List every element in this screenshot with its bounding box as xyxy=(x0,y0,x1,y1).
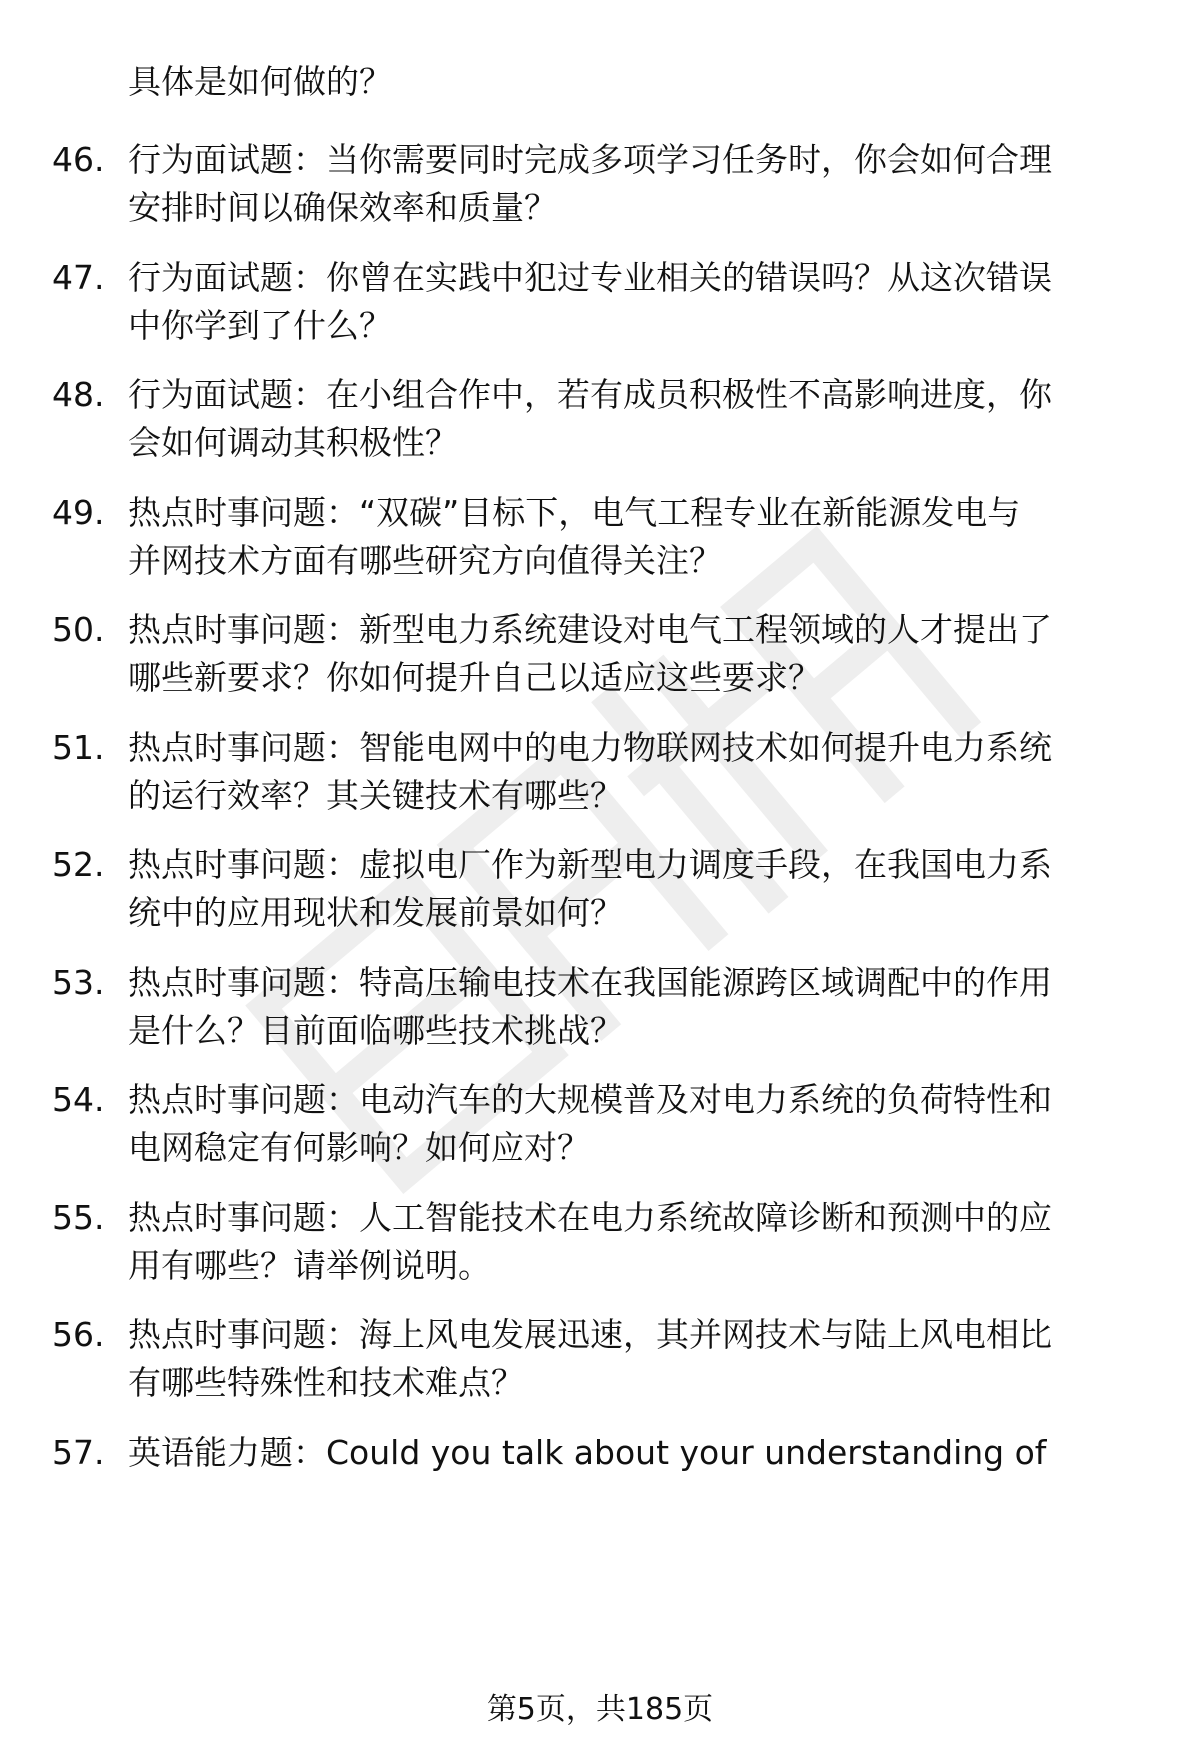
question-number: 57. xyxy=(52,1432,105,1472)
question-text-line: 并网技术方面有哪些研究方向值得关注？ xyxy=(128,540,722,580)
question-item xyxy=(52,1076,1152,1176)
question-text xyxy=(128,1076,1138,1172)
question-text-line: 行为面试题：你曾在实践中犯过专业相关的错误吗？从这次错误 xyxy=(128,257,1052,297)
question-text-line: 行为面试题：当你需要同时完成多项学习任务时，你会如何合理 xyxy=(128,140,1052,179)
question-text-line: 是什么？目前面临哪些技术挑战？ xyxy=(128,1010,623,1050)
question-number: 55. xyxy=(52,1197,105,1237)
question-item xyxy=(52,1311,1152,1411)
question-item xyxy=(52,959,1152,1059)
question-text-line: 有哪些特殊性和技术难点？ xyxy=(128,1363,524,1402)
question-text xyxy=(128,136,1138,232)
question-text xyxy=(128,606,1138,702)
question-number: 56. xyxy=(52,1315,105,1354)
question-item xyxy=(52,724,1152,824)
question-number: 52. xyxy=(52,845,105,884)
question-text-line: 中你学到了什么？ xyxy=(128,305,392,345)
question-text-line: 热点时事问题：特高压输电技术在我国能源跨区域调配中的作用 xyxy=(128,962,1052,1002)
question-number: 47. xyxy=(52,257,105,297)
question-text-line: 行为面试题：在小组合作中，若有成员积极性不高影响进度，你 xyxy=(128,375,1052,414)
question-text-line: 的运行效率？其关键技术有哪些？ xyxy=(128,775,623,815)
question-number: 50. xyxy=(52,610,105,649)
question-item xyxy=(52,1429,1152,1529)
question-number: 54. xyxy=(52,1080,105,1119)
continued-question-line: 具体是如何做的？ xyxy=(128,62,392,101)
question-number: 51. xyxy=(52,727,105,767)
question-text-line: 热点时事问题：人工智能技术在电力系统故障诊断和预测中的应 xyxy=(128,1197,1052,1237)
page-footer: 第5页，共185页 xyxy=(486,1692,714,1727)
question-text-line: 热点时事问题：虚拟电厂作为新型电力调度手段，在我国电力系 xyxy=(128,845,1052,884)
question-text-line: 安排时间以确保效率和质量？ xyxy=(128,188,557,227)
question-text xyxy=(128,1311,1138,1407)
question-text-line: 会如何调动其积极性？ xyxy=(128,423,458,462)
question-text-line: 电网稳定有何影响？如何应对？ xyxy=(128,1128,590,1167)
question-text-line: 热点时事问题：“双碳”目标下，电气工程专业在新能源发电与 xyxy=(128,492,1021,532)
question-text-line: 热点时事问题：电动汽车的大规模普及对电力系统的负荷特性和 xyxy=(128,1080,1052,1119)
question-text xyxy=(128,254,1138,350)
question-text-line: 热点时事问题：智能电网中的电力物联网技术如何提升电力系统 xyxy=(128,727,1052,767)
question-item xyxy=(52,489,1152,589)
question-text-line: 哪些新要求？你如何提升自己以适应这些要求？ xyxy=(128,658,821,697)
question-number: 53. xyxy=(52,962,105,1002)
question-item xyxy=(52,136,1152,236)
question-text-line: 统中的应用现状和发展前景如何？ xyxy=(128,893,623,932)
question-number: 46. xyxy=(52,140,105,179)
question-number: 48. xyxy=(52,375,105,414)
question-item xyxy=(52,371,1152,471)
question-item xyxy=(52,254,1152,354)
question-text xyxy=(128,959,1138,1055)
question-item xyxy=(52,1194,1152,1294)
question-text xyxy=(128,371,1138,467)
question-number: 49. xyxy=(52,492,105,532)
question-text xyxy=(128,841,1138,937)
question-text xyxy=(128,1194,1138,1290)
question-text-line: 热点时事问题：新型电力系统建设对电气工程领域的人才提出了 xyxy=(128,610,1052,649)
question-text-line: 用有哪些？请举例说明。 xyxy=(128,1245,491,1285)
question-text xyxy=(128,724,1138,820)
question-text-line: 热点时事问题：海上风电发展迅速，其并网技术与陆上风电相比 xyxy=(128,1315,1052,1354)
question-item xyxy=(52,606,1152,706)
question-text xyxy=(128,489,1138,585)
question-text-line: 英语能力题：Could you talk about your understanding of xyxy=(128,1432,1047,1472)
question-text xyxy=(128,1429,1138,1477)
question-item xyxy=(52,841,1152,941)
